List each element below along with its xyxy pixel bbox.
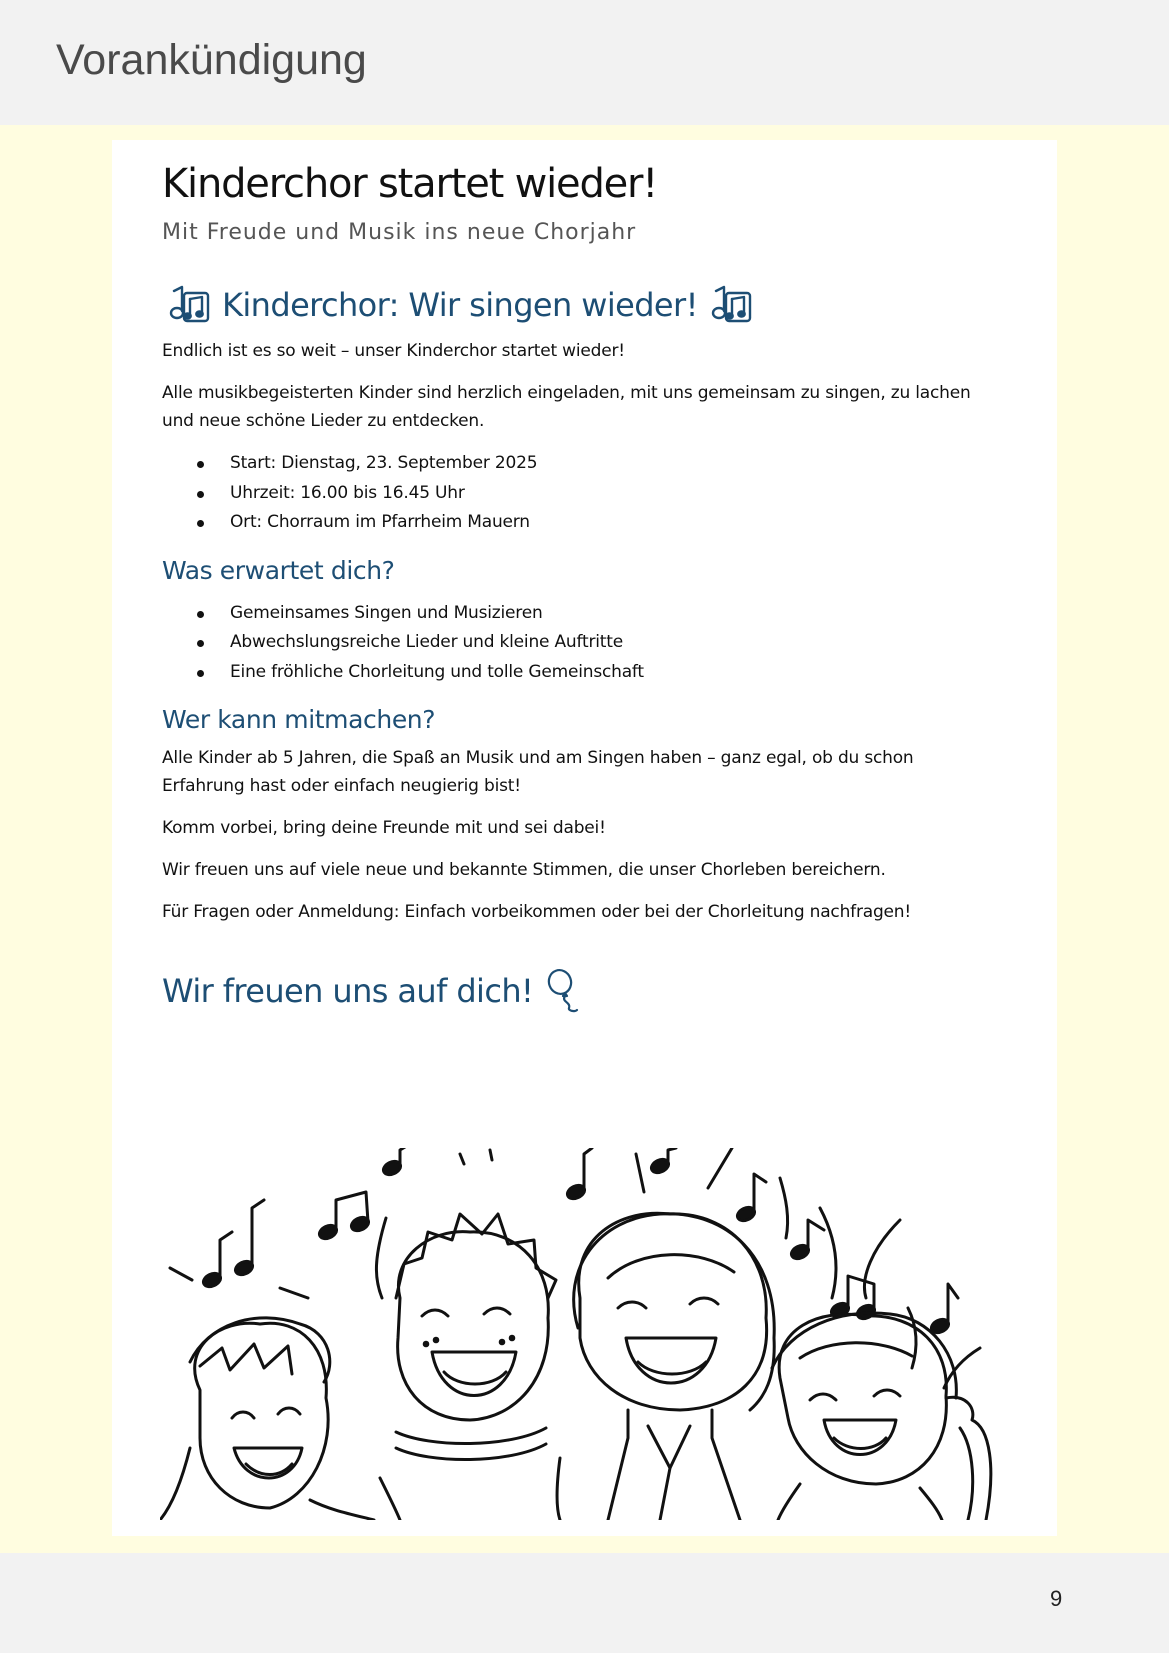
come-text: Komm vorbei, bring deine Freunde mit und sei dabei! [162,818,606,838]
list-item: Gemeinsames Singen und Musizieren [230,599,992,629]
main-heading-text: Kinderchor: Wir singen wieder! [222,286,698,324]
singing-children-illustration [160,1148,995,1520]
flyer-subtitle: Mit Freude und Musik ins neue Chorjahr [162,220,637,245]
musical-notes-icon [708,283,754,327]
list-item: Ort: Chorraum im Pfarrheim Mauern [230,508,992,538]
who-heading: Wer kann mitmachen? [162,705,436,734]
list-item: Start: Dienstag, 23. September 2025 [230,449,992,479]
closing-heading-text: Wir freuen uns auf dich! [162,972,534,1010]
closing-heading [162,968,992,1014]
expect-heading: Was erwartet dich? [162,555,395,585]
details-list [162,449,992,538]
top-bar [0,0,1169,125]
list-item: Abwechslungsreiche Lieder und kleine Auftritte [230,628,992,658]
musical-notes-icon [166,283,212,327]
questions-text: Für Fragen oder Anmeldung: Einfach vorbeikommen oder bei der Chorleitung nachfragen! [162,902,911,922]
expect-list [162,599,992,688]
invitation-text: Alle musikbegeisterten Kinder sind herzlich eingeladen, mit uns gemeinsam zu singen, zu lachen und neue schöne Lieder zu entdecken. [162,383,971,431]
flyer-content [162,160,992,1014]
flyer-title: Kinderchor startet wieder! [162,161,658,207]
balloon-icon [543,968,583,1014]
section-title: Vorankündigung [56,36,367,84]
voices-text: Wir freuen uns auf viele neue und bekannte Stimmen, die unser Chorleben bereichern. [162,860,886,880]
intro-text: Endlich ist es so weit – unser Kinderchor startet wieder! [162,341,625,361]
main-heading [162,283,992,327]
who-text: Alle Kinder ab 5 Jahren, die Spaß an Musik und am Singen haben – ganz egal, ob du schon Erfahrung hast oder einfach neugierig bist! [162,748,914,796]
list-item: Eine fröhliche Chorleitung und tolle Gemeinschaft [230,658,992,688]
page-number: 9 [1050,1586,1063,1611]
flyer-page [112,140,1057,1536]
list-item: Uhrzeit: 16.00 bis 16.45 Uhr [230,479,992,509]
